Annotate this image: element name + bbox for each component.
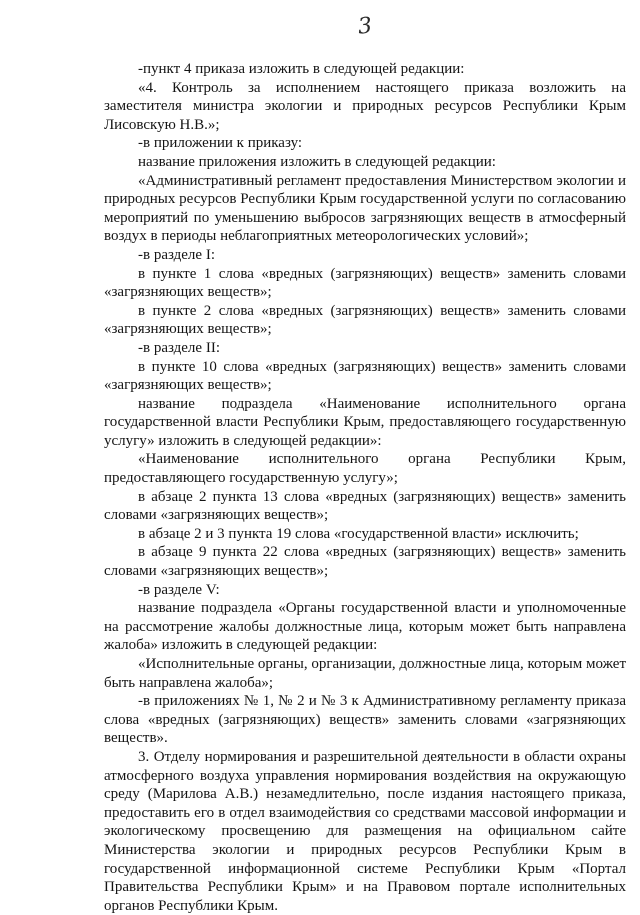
paragraph: -в разделе V: xyxy=(138,581,220,598)
paragraph: в пункте 1 слова «вредных (загрязняющих) веществ» заменить словами «загрязняющих веществ»; xyxy=(104,265,626,301)
paragraph: -в приложении к приказу: xyxy=(138,135,303,152)
paragraph: название подраздела «Наименование исполнительного органа государственной власти Республики Крым, предоставляющего государственную услугу» изложить в следующей редакции»: xyxy=(104,395,626,449)
paragraph: в пункте 2 слова «вредных (загрязняющих) веществ» заменить словами «загрязняющих веществ»; xyxy=(104,302,626,338)
paragraph: «Административный регламент предоставления Министерством экологии и природных ресурсов Республики Крым государственной услуги по согласованию мероприятий по уменьшению выбросов загрязняющих веществ в атмосферный воздух в периоды неблагоприятных метеорологических условий»; xyxy=(104,172,626,245)
paragraph: «4. Контроль за исполнением настоящего приказа возложить на заместителя министра экологии и природных ресурсов Республики Крым Лисовскую Н.В.»; xyxy=(104,79,626,133)
paragraph: -в приложениях № 1, № 2 и № 3 к Административному регламенту приказа слова «вредных (загрязняющих) веществ» заменить словами «загрязняющих веществ». xyxy=(104,693,626,747)
paragraph: в абзаце 2 и 3 пункта 19 слова «государственной власти» исключить; xyxy=(138,525,579,542)
paragraph: «Исполнительные органы, организации, должностные лица, которым может быть направлена жалоба»; xyxy=(104,656,626,691)
paragraph: в абзаце 9 пункта 22 слова «вредных (загрязняющих) веществ» заменить словами «загрязняющих веществ»; xyxy=(104,544,626,580)
document-body xyxy=(104,60,626,915)
paragraph: «Наименование исполнительного органа Республики Крым, предоставляющего государственную услугу»; xyxy=(104,451,626,487)
paragraph: -пункт 4 приказа изложить в следующей редакции: xyxy=(138,61,465,77)
paragraph: 3. Отделу нормирования и разрешительной деятельности в области охраны атмосферного воздуха управления нормирования воздействия на окружающую среду (Марилова А.В.) незамедлительно, после издания настоящего приказа, предоставить его в отдел взаимодействия со средствами массовой информации и экологическому просвещению для размещения на официальном сайте Министерства экологии и природных ресурсов Республики Крым в государственной информационной системе Республики Крым «Портал Правительства Республики Крым» и на Правовом портале исполнительных органов Республики Крым. xyxy=(104,748,626,914)
paragraph: название приложения изложить в следующей редакции: xyxy=(138,153,496,170)
page-number: 3 xyxy=(356,13,375,40)
paragraph: название подраздела «Органы государственной власти и уполномоченные на рассмотрение жалобы должностные лица, которым может быть направлена жалоба» изложить в следующей редакции: xyxy=(104,600,626,654)
paragraph: -в разделе I: xyxy=(138,246,215,263)
paragraph: -в разделе II: xyxy=(138,339,220,356)
paragraph: в пункте 10 слова «вредных (загрязняющих) веществ» заменить словами «загрязняющих веществ»; xyxy=(104,358,626,394)
paragraph: в абзаце 2 пункта 13 слова «вредных (загрязняющих) веществ» заменить словами «загрязняющих веществ»; xyxy=(104,488,626,524)
